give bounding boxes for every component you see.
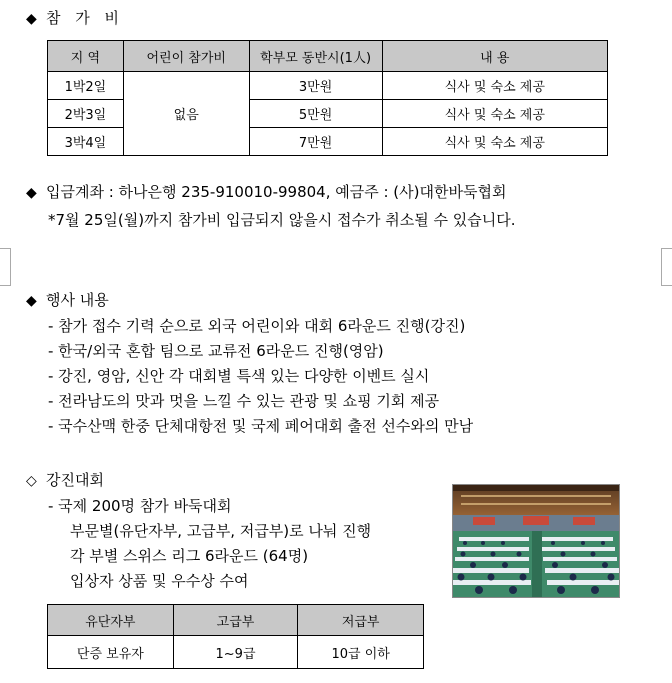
list-item: - 국수산맥 한중 단체대항전 및 국제 페어대회 출전 선수와의 만남 xyxy=(48,417,474,435)
content-cell: 식사 및 숙소 제공 xyxy=(382,72,607,100)
region-cell: 1박2일 xyxy=(48,72,124,100)
white-diamond-icon: ◇ xyxy=(26,473,37,489)
tournament-photo xyxy=(452,484,620,598)
list-item: - 강진, 영암, 신안 각 대회별 특색 있는 다양한 이벤트 실시 xyxy=(48,367,430,385)
header-child-fee: 어린이 참가비 xyxy=(123,41,249,72)
list-item: 입상자 상품 및 우수상 수여 xyxy=(70,572,249,590)
list-item: 부문별(유단자부, 고급부, 저급부)로 나눠 진행 xyxy=(70,522,372,540)
fee-heading xyxy=(26,8,124,29)
header-advanced-division: 고급부 xyxy=(173,605,298,636)
crop-mark-right xyxy=(661,248,672,286)
table-row xyxy=(48,636,424,669)
region-cell: 3박4일 xyxy=(48,128,124,156)
payment-deadline-text: *7월 25일(월)까지 참가비 입금되지 않을시 접수가 취소될 수 있습니다. xyxy=(48,211,516,229)
list-item: - 전라남도의 맛과 멋을 느낄 수 있는 관광 및 쇼핑 기회 제공 xyxy=(48,392,440,410)
beginner-division-cell: 10급 이하 xyxy=(298,636,424,669)
fee-heading-text: 참 가 비 xyxy=(46,9,125,27)
list-item: 각 부별 스위스 리그 6라운드 (64명) xyxy=(70,547,309,565)
advanced-division-cell: 1~9급 xyxy=(173,636,298,669)
parent-fee-cell: 5만원 xyxy=(249,100,382,128)
parent-fee-cell: 7만원 xyxy=(249,128,382,156)
list-item: - 국제 200명 참가 바둑대회 xyxy=(48,497,232,515)
content-cell: 식사 및 숙소 제공 xyxy=(382,100,607,128)
header-parent-fee: 학부모 동반시(1人) xyxy=(249,41,382,72)
header-region: 지 역 xyxy=(48,41,124,72)
payment-account-text: 입금계좌 : 하나은행 235-910010-99804, 예금주 : (사)대한바둑협회 xyxy=(46,183,507,201)
black-diamond-icon: ◆ xyxy=(26,185,37,201)
fee-table xyxy=(47,40,608,156)
table-row xyxy=(48,72,608,100)
fee-table-header xyxy=(48,41,608,72)
division-table-header xyxy=(48,605,424,636)
dan-division-cell: 단증 보유자 xyxy=(48,636,174,669)
division-table xyxy=(47,604,424,669)
header-dan-division: 유단자부 xyxy=(48,605,174,636)
gangjin-heading xyxy=(26,470,104,491)
tournament-photo-image xyxy=(453,485,619,597)
black-diamond-icon: ◆ xyxy=(26,293,37,309)
child-fee-cell: 없음 xyxy=(123,72,249,156)
black-diamond-icon: ◆ xyxy=(26,11,37,27)
events-heading xyxy=(26,290,109,311)
list-item: - 참가 접수 기력 순으로 외국 어린이와 대회 6라운드 진행(강진) xyxy=(48,317,466,335)
payment-heading xyxy=(26,182,506,203)
header-content: 내 용 xyxy=(382,41,607,72)
gangjin-heading-text: 강진대회 xyxy=(46,471,104,489)
crop-mark-left xyxy=(0,248,11,286)
events-heading-text: 행사 내용 xyxy=(46,291,109,309)
region-cell: 2박3일 xyxy=(48,100,124,128)
list-item: - 한국/외국 혼합 팀으로 교류전 6라운드 진행(영암) xyxy=(48,342,384,360)
content-cell: 식사 및 숙소 제공 xyxy=(382,128,607,156)
parent-fee-cell: 3만원 xyxy=(249,72,382,100)
header-beginner-division: 저급부 xyxy=(298,605,424,636)
